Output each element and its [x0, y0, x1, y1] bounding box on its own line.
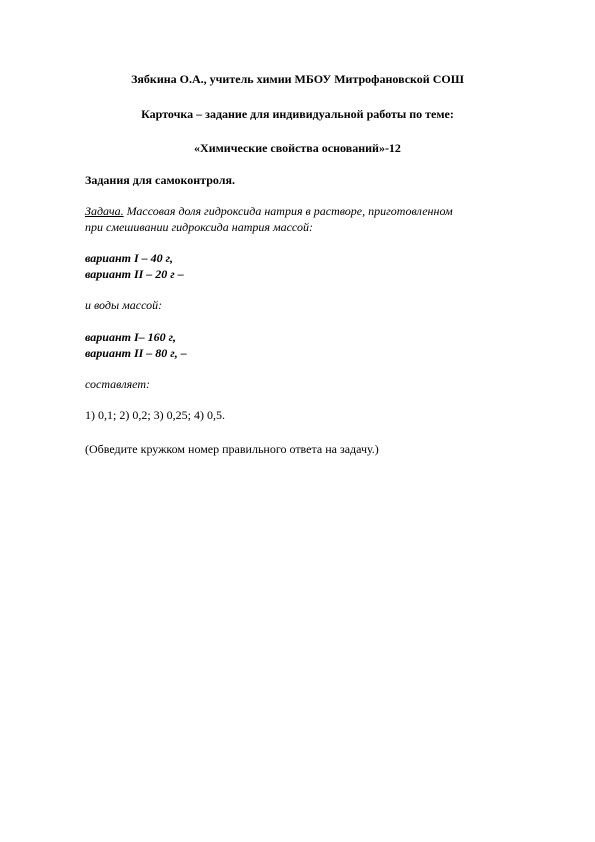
- answer-options: 1) 0,1; 2) 0,2; 3) 0,25; 4) 0,5.: [85, 408, 225, 422]
- task-label: Задача.: [85, 204, 124, 218]
- instruction-text: (Обведите кружком номер правильного ответа на задачу.): [85, 442, 379, 456]
- hydroxide-variant-1: вариант I – 40 г,: [85, 251, 174, 265]
- water-variant-1: вариант I– 160 г,: [85, 330, 177, 344]
- task-text-line-2: при смешивании гидроксида натрия массой:: [85, 220, 313, 234]
- result-label: составляет:: [85, 377, 151, 391]
- water-variant-2: вариант II – 80 г, –: [85, 346, 187, 360]
- topic-title: «Химические свойства оснований»-12: [194, 141, 401, 155]
- task-text-line-1: [85, 203, 453, 219]
- section-heading: Задания для самоконтроля.: [85, 173, 235, 187]
- hydroxide-variant-2: вариант II – 20 г –: [85, 267, 184, 281]
- author-line: Зябкина О.А., учитель химии МБОУ Митрофановской СОШ: [131, 72, 464, 86]
- card-title: Карточка – задание для индивидуальной работы по теме:: [141, 107, 454, 121]
- task-text-start: Массовая доля гидроксида натрия в растворе, приготовленном: [123, 204, 453, 218]
- water-label: и воды массой:: [85, 298, 163, 312]
